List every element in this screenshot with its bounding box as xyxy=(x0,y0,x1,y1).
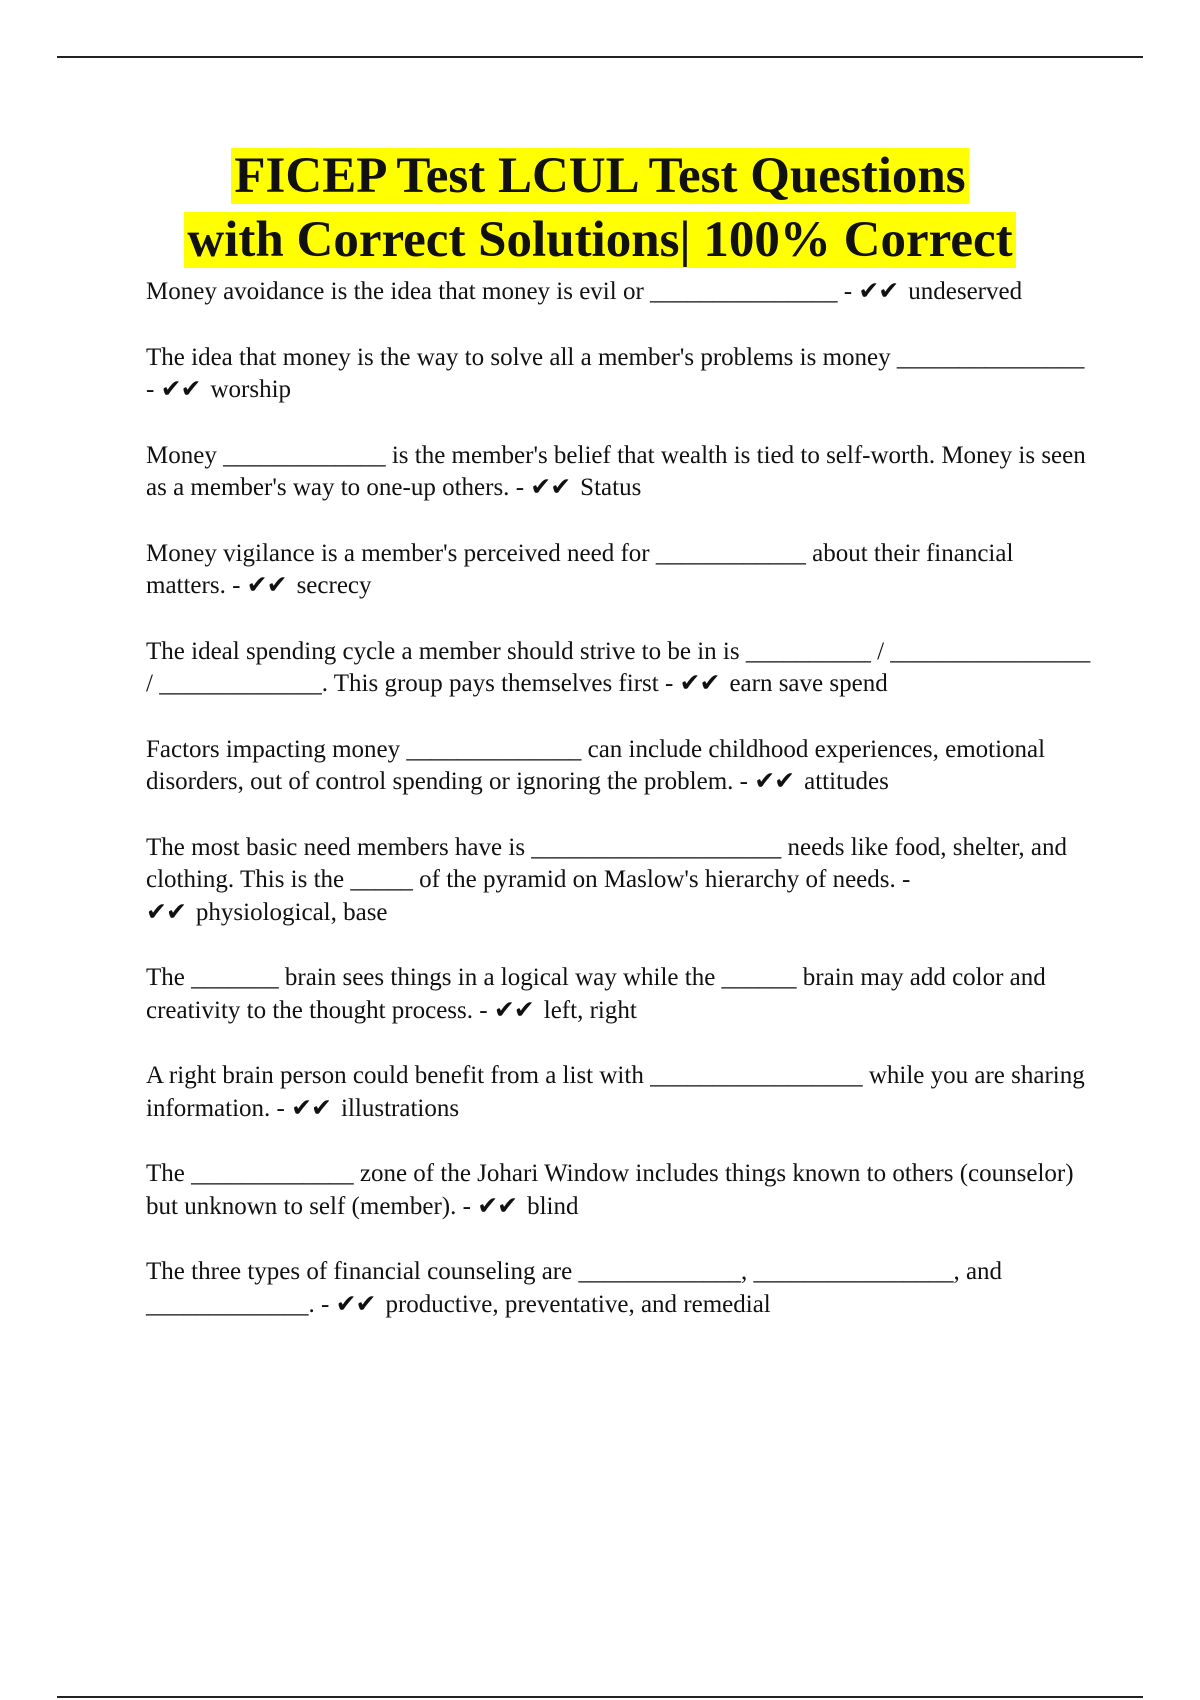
check-icon: ✔✔ xyxy=(493,996,534,1024)
check-icon: ✔✔ xyxy=(477,1192,518,1220)
answer-text: illustrations xyxy=(341,1094,460,1122)
check-icon: ✔✔ xyxy=(146,898,186,926)
answer-text: undeserved xyxy=(908,278,1023,305)
qa-item xyxy=(146,342,1098,407)
top-rule xyxy=(57,56,1143,58)
separator: - xyxy=(473,996,494,1024)
check-icon: ✔✔ xyxy=(160,376,201,403)
answer-text: productive, preventative, and remedial xyxy=(385,1290,771,1318)
answer-text: left, right xyxy=(543,996,637,1024)
qa-item xyxy=(146,962,1098,1027)
separator: - xyxy=(314,1290,336,1318)
qa-item xyxy=(146,1256,1098,1321)
check-icon: ✔✔ xyxy=(858,278,899,305)
title-line-2: with Correct Solutions| 100% Correct xyxy=(184,212,1015,268)
separator: - xyxy=(270,1094,292,1122)
question-text: Money vigilance is a member's perceived need for ____________ about their financial matters. xyxy=(146,539,1014,599)
qa-item xyxy=(146,636,1098,701)
question-text: The three types of financial counseling are _____________, ________________, and _____________. xyxy=(146,1258,1003,1318)
qa-item xyxy=(146,1060,1098,1125)
separator: - xyxy=(509,474,531,501)
qa-item xyxy=(146,276,1098,309)
qa-item xyxy=(146,1158,1098,1223)
separator: - xyxy=(146,376,161,403)
answer-text: blind xyxy=(527,1192,579,1220)
separator: - xyxy=(456,1192,478,1220)
answer-text: secrecy xyxy=(296,572,372,599)
separator: - xyxy=(837,278,859,305)
check-icon: ✔✔ xyxy=(246,572,287,599)
question-text: The ideal spending cycle a member should strive to be in is __________ / ________________ / _____________. This group pays themselves first xyxy=(146,637,1091,697)
check-icon: ✔✔ xyxy=(335,1290,376,1318)
question-text: The idea that money is the way to solve all a member's problems is money _______________ xyxy=(146,343,1085,371)
qa-item xyxy=(146,734,1098,799)
question-list xyxy=(146,276,1098,1354)
answer-text: worship xyxy=(210,376,292,403)
separator: - xyxy=(733,768,755,795)
answer-text: physiological, base xyxy=(195,898,388,926)
title-line-1: FICEP Test LCUL Test Questions xyxy=(231,148,968,204)
qa-item xyxy=(146,832,1098,930)
qa-item xyxy=(146,538,1098,603)
question-text: The _____________ zone of the Johari Window includes things known to others (counselor) but unknown to self (member). xyxy=(146,1160,1074,1220)
answer-text: earn save spend xyxy=(729,670,888,697)
question-text: The _______ brain sees things in a logical way while the ______ brain may add color and creativity to the thought process. xyxy=(146,964,1046,1024)
document-title xyxy=(100,144,1100,272)
question-text: A right brain person could benefit from a list with _________________ while you are sharing information. xyxy=(146,1062,1085,1122)
qa-item xyxy=(146,440,1098,505)
question-text: Factors impacting money ______________ can include childhood experiences, emotional disorders, out of control spending or ignoring the problem. xyxy=(146,735,1046,795)
separator: - xyxy=(658,670,680,697)
answer-text: attitudes xyxy=(804,768,889,795)
separator: - xyxy=(895,866,911,893)
bottom-rule xyxy=(57,1696,1143,1698)
answer-text: Status xyxy=(580,474,642,501)
question-text: Money _____________ is the member's belief that wealth is tied to self-worth. Money is seen as a member's way to one-up others. xyxy=(146,441,1086,501)
question-text: The most basic need members have is ____________________ needs like food, shelter, and clothing. This is the _____ of the pyramid on Maslow's hierarchy of needs. xyxy=(146,833,1068,893)
check-icon: ✔✔ xyxy=(679,670,720,697)
separator: - xyxy=(225,572,247,599)
check-icon: ✔✔ xyxy=(530,474,571,501)
check-icon: ✔✔ xyxy=(754,768,795,795)
check-icon: ✔✔ xyxy=(291,1094,332,1122)
question-text: Money avoidance is the idea that money is evil or _______________ xyxy=(146,278,838,305)
